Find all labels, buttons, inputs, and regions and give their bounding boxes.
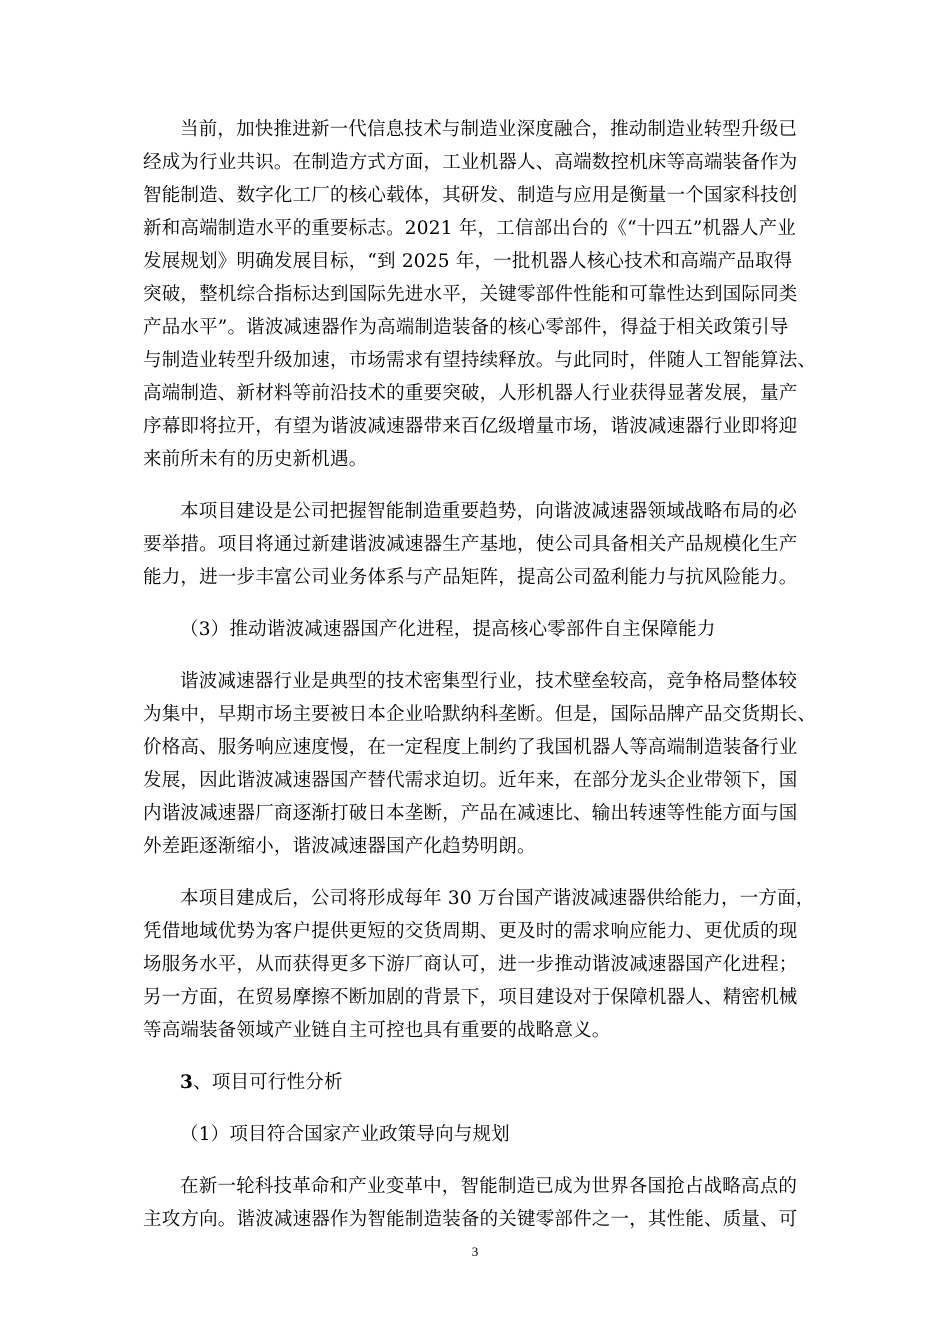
text-line: 本项目建设是公司把握智能制造重要趋势，向谐波减速器领域战略布局的必 (180, 501, 798, 522)
text-line: 主攻方向。谐波减速器作为智能制造装备的关键零部件之一，其性能、质量、可 (143, 1209, 798, 1230)
text-line: 发展规划》明确发展目标，“到 2025 年，一批机器人核心技术和高端产品取得 (143, 251, 793, 272)
text-line: 另一方面，在贸易摩擦不断加剧的背景下，项目建设对于保障机器人、精密机械 (143, 987, 798, 1008)
section-number: 3 (180, 1072, 194, 1093)
section-title: 、项目可行性分析 (193, 1072, 343, 1093)
paragraph-gap (143, 594, 815, 613)
text-line: 突破，整机综合指标达到国际先进水平，关键零部件性能和可靠性达到国际同类 (143, 284, 798, 305)
paragraph-gap (143, 476, 815, 495)
text-line: 外差距逐渐缩小，谐波减速器国产化趋势明朗。 (143, 836, 536, 857)
paragraph-smart-manufacturing (143, 1170, 815, 1236)
subheading-localization (143, 613, 815, 646)
text-line: 发展，因此谐波减速器国产替代需求迫切。近年来，在部分龙头企业带领下，国 (143, 770, 798, 791)
paragraph-gap (143, 1047, 815, 1066)
text-line: 序幕即将拉开，有望为谐波减速器带来百亿级增量市场，谐波减速器行业即将迎 (143, 416, 798, 437)
text-line: 与制造业转型升级加速，市场需求有望持续释放。与此同时，伴随人工智能算法、 (143, 350, 817, 371)
text-line: 经成为行业共识。在制造方式方面，工业机器人、高端数控机床等高端装备作为 (143, 152, 798, 173)
text-line: 高端制造、新材料等前沿技术的重要突破，人形机器人行业获得显著发展，量产 (143, 383, 798, 404)
text-line: 凭借地域优势为客户提供更短的交货周期、更及时的需求响应能力、更优质的现 (143, 921, 798, 942)
page-number: 3 (471, 1244, 479, 1259)
paragraph-gap (143, 646, 815, 665)
text-line: 场服务水平，从而获得更多下游厂商认可，进一步推动谐波减速器国产化进程； (143, 954, 798, 975)
text-line: 产品水平”。谐波减速器作为高端制造装备的核心零部件，得益于相关政策引导 (143, 317, 789, 338)
subheading-policy (143, 1118, 815, 1151)
paragraph-gap (143, 1099, 815, 1118)
paragraph-gap (143, 863, 815, 882)
section-heading-feasibility (143, 1066, 815, 1099)
text-line: 为集中，早期市场主要被日本企业哈默纳科垄断。但是，国际品牌产品交货期长、 (143, 704, 817, 725)
text-line: 内谐波减速器厂商逐渐打破日本垄断，产品在减速比、输出转速等性能方面与国 (143, 803, 798, 824)
text-line: 来前所未有的历史新机遇。 (143, 449, 368, 470)
text-line: 谐波减速器行业是典型的技术密集型行业，技术壁垒较高，竞争格局整体较 (180, 671, 798, 692)
text-line: 本项目建成后，公司将形成每年 30 万台国产谐波减速器供给能力，一方面， (180, 888, 815, 909)
text-line: 要举措。项目将通过新建谐波减速器生产基地，使公司具备相关产品规模化生产 (143, 534, 798, 555)
section-heading-text (143, 1066, 815, 1099)
paragraph-industry-background (143, 113, 815, 476)
text-line: 智能制造、数字化工厂的核心载体，其研发、制造与应用是衡量一个国家科技创 (143, 185, 798, 206)
paragraph-gap (143, 1151, 815, 1170)
text-line: 当前，加快推进新一代信息技术与制造业深度融合，推动制造业转型升级已 (180, 119, 798, 140)
paragraph-industry-competition (143, 665, 815, 863)
subheading-text: （1）项目符合国家产业政策导向与规划 (180, 1124, 510, 1145)
text-line: 新和高端制造水平的重要标志。2021 年，工信部出台的《“十四五”机器人产业 (143, 218, 796, 239)
page-body (143, 113, 815, 1236)
text-line: 能力，进一步丰富公司业务体系与产品矩阵，提高公司盈利能力与抗风险能力。 (143, 567, 798, 588)
paragraph-project-strategy (143, 495, 815, 594)
text-line: 在新一轮科技革命和产业变革中，智能制造已成为世界各国抢占战略高点的 (180, 1176, 798, 1197)
subheading-text: （3）推动谐波减速器国产化进程，提高核心零部件自主保障能力 (180, 619, 716, 640)
text-line: 价格高、服务响应速度慢，在一定程度上制约了我国机器人等高端制造装备行业 (143, 737, 798, 758)
text-line: 等高端装备领域产业链自主可控也具有重要的战略意义。 (143, 1020, 611, 1041)
paragraph-project-capacity (143, 882, 815, 1047)
